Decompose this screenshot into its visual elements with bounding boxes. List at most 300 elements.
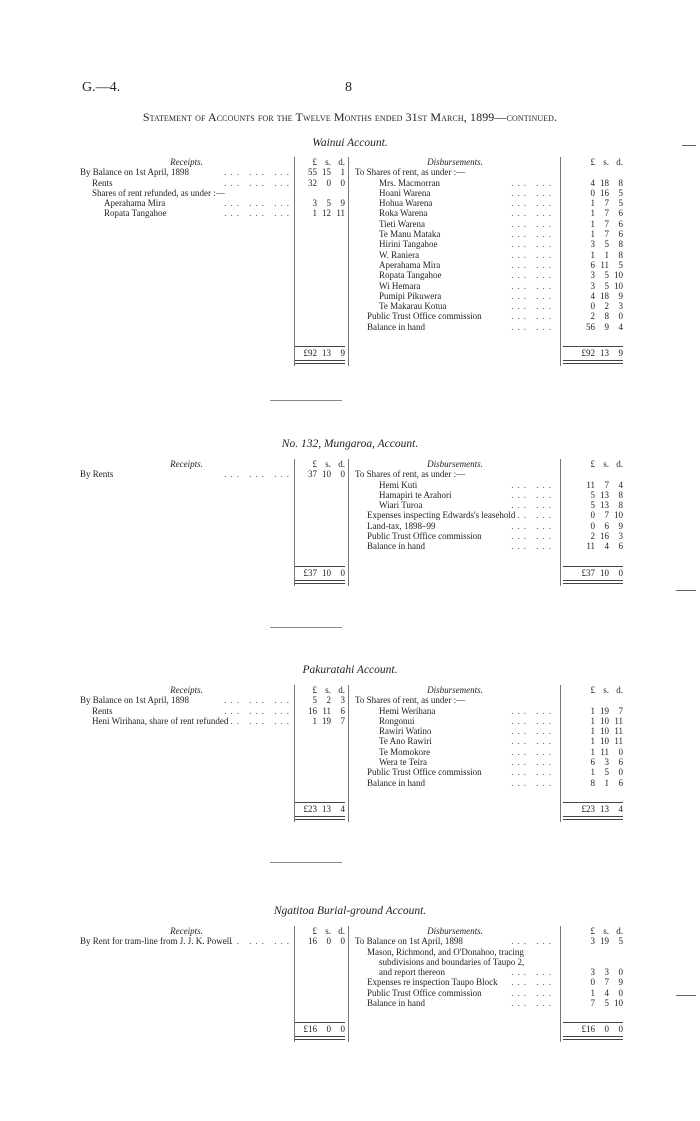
amount — [563, 167, 623, 177]
disbursement-line — [355, 281, 555, 291]
total-rule — [295, 802, 345, 803]
disbursement-label: W. Raniera — [379, 249, 420, 260]
amount-pence: 0 — [618, 767, 623, 778]
amount — [563, 188, 623, 198]
disbursement-line — [355, 988, 555, 998]
amount-shillings: 7 — [604, 208, 609, 219]
amount-pence: 0 — [340, 567, 345, 578]
amount-pounds: 1 — [590, 726, 595, 737]
leader-dots: ... ... — [511, 270, 555, 281]
amount-pounds: 7 — [590, 998, 595, 1009]
amount-pence: 3 — [340, 695, 345, 706]
disbursement-line — [355, 541, 555, 551]
receipts-amounts — [295, 157, 345, 359]
page-number: 8 — [345, 80, 352, 95]
leader-dots: ... ... ... — [224, 715, 293, 726]
amount-pounds: 16 — [308, 936, 317, 947]
receipts-heading: Receipts. — [170, 157, 203, 167]
receipt-label: Aperahama Mira — [104, 198, 166, 209]
disbursement-label: Mason, Richmond, and O'Donahoo, tracing — [367, 946, 524, 957]
amount-shillings: 5 — [604, 270, 609, 281]
receipt-label: Heni Wirihana, share of rent refunded — [92, 715, 229, 726]
disbursement-label: Expenses re inspection Taupo Block — [367, 977, 498, 988]
page-title-text: Statement of Accounts for the Twelve Months ended 31st March, 1899—continued. — [142, 110, 558, 124]
disbursements-heading: Disbursements. — [427, 685, 483, 695]
amount-pounds: £16 — [303, 1024, 317, 1035]
currency-units — [563, 459, 623, 469]
amount-pence: 0 — [618, 967, 623, 978]
unit-pence: d. — [616, 926, 623, 936]
receipt-label: By Rents — [80, 469, 114, 480]
disbursement-label: Rawiri Watino — [379, 726, 432, 737]
account-title: Pakuratahi Account. — [302, 664, 398, 676]
amount — [563, 778, 623, 788]
amount-shillings: 5 — [604, 998, 609, 1009]
receipts-amounts — [295, 926, 345, 1035]
leader-dots: ... ... — [511, 510, 555, 521]
amount-pounds: 2 — [590, 311, 595, 322]
amount-shillings: 0 — [326, 177, 331, 188]
disbursement-label: Mrs. Macmorran — [379, 177, 440, 188]
leader-dots: ... ... — [511, 239, 555, 250]
amount-pounds: 0 — [590, 187, 595, 198]
amount-pounds: 3 — [590, 270, 595, 281]
total-rule — [295, 566, 345, 567]
disbursement-label: Public Trust Office commission — [367, 311, 482, 322]
amount-pence: 7 — [618, 705, 623, 716]
column-rule — [560, 685, 561, 822]
amount-pounds: £23 — [303, 804, 317, 814]
amount-pence: 0 — [618, 1024, 623, 1035]
amount — [563, 947, 623, 957]
amount-pounds: 56 — [586, 321, 595, 332]
account-pakuratahi — [80, 685, 623, 822]
amount-pounds: 32 — [308, 177, 317, 188]
amount-pence: 4 — [618, 479, 623, 490]
disbursement-line — [355, 736, 555, 746]
amount — [563, 301, 623, 311]
amount-shillings: 5 — [604, 767, 609, 778]
amount-shillings: 5 — [604, 280, 609, 291]
leader-dots: ... ... — [511, 321, 555, 332]
unit-pounds: £ — [590, 926, 595, 936]
amount-pounds: 3 — [590, 967, 595, 978]
leader-dots: ... ... — [511, 736, 555, 747]
receipt-label: Shares of rent refunded, as under :— — [92, 187, 225, 198]
amount-pounds: 3 — [590, 280, 595, 291]
amount-pence: 7 — [340, 715, 345, 726]
disbursements-column — [355, 459, 555, 552]
unit-pence: d. — [338, 685, 345, 695]
disbursement-line — [355, 500, 555, 510]
disbursement-label: Balance in hand — [367, 998, 425, 1009]
leader-dots: ... ... — [511, 301, 555, 312]
amount-pence: 6 — [618, 777, 623, 788]
disbursement-line — [355, 521, 555, 531]
leader-dots: ... ... — [511, 777, 555, 788]
amount-pounds: 1 — [590, 715, 595, 726]
amount-pounds: 6 — [590, 757, 595, 768]
amount-shillings: 12 — [322, 208, 331, 219]
page-title — [0, 110, 700, 125]
leader-dots: ... ... ... — [224, 936, 293, 947]
leader-dots: ... ... — [511, 715, 555, 726]
disbursement-label: Expenses inspecting Edwards's leasehold — [367, 510, 516, 521]
unit-pounds: £ — [312, 459, 317, 469]
amount-shillings: 1 — [604, 777, 609, 788]
amount-shillings: 7 — [604, 510, 609, 521]
amount-pence: 0 — [618, 987, 623, 998]
disbursement-line — [355, 301, 555, 311]
disbursement-line — [355, 270, 555, 280]
disbursement-line — [355, 188, 555, 198]
disbursement-label: Wi Hemara — [379, 280, 421, 291]
unit-shillings: s. — [325, 157, 331, 167]
column-rule — [348, 157, 349, 366]
total-rule — [563, 1022, 623, 1023]
amount-shillings: 7 — [604, 229, 609, 240]
amount — [295, 178, 345, 188]
disbursements-column — [355, 157, 555, 332]
receipts-column — [80, 459, 293, 480]
amount-pounds: 8 — [590, 777, 595, 788]
disbursement-label: Wera te Teira — [379, 757, 427, 768]
section-divider — [270, 400, 342, 401]
unit-pounds: £ — [590, 157, 595, 167]
receipts-heading: Receipts. — [170, 685, 203, 695]
amount-shillings: 9 — [604, 321, 609, 332]
column-rule — [294, 459, 295, 586]
disbursement-line — [355, 767, 555, 777]
disbursement-label: Te Ano Rawiri — [379, 736, 432, 747]
leader-dots: ... ... — [511, 249, 555, 260]
disbursement-label: To Shares of rent, as under :— — [355, 167, 466, 178]
amount-pence: 5 — [618, 198, 623, 209]
amount — [563, 208, 623, 218]
unit-pence: d. — [338, 157, 345, 167]
total-double-rule — [563, 816, 623, 820]
amount — [563, 716, 623, 726]
amount-pence: 11 — [614, 726, 623, 737]
account-mungaroa — [80, 459, 623, 586]
amount-pence: 6 — [618, 229, 623, 240]
amount-pounds: 55 — [308, 167, 317, 178]
amount — [563, 757, 623, 767]
leader-dots: ... ... ... — [224, 208, 293, 219]
leader-dots: ... ... — [511, 998, 555, 1009]
currency-units — [295, 926, 345, 936]
amount-shillings: 10 — [600, 715, 609, 726]
disbursement-label: Hamapiri te Arahori — [379, 489, 452, 500]
currency-units — [563, 157, 623, 167]
amount-shillings: 10 — [600, 736, 609, 747]
amount-pounds: 1 — [312, 208, 317, 219]
amount — [563, 281, 623, 291]
amount-shillings: 16 — [600, 531, 609, 542]
disbursement-line — [355, 947, 555, 957]
leader-dots: ... ... — [511, 198, 555, 209]
leader-dots: ... ... — [511, 229, 555, 240]
disbursement-line — [355, 178, 555, 188]
amount — [295, 188, 345, 198]
amount-pounds: 1 — [590, 218, 595, 229]
disbursement-label: Hirini Tangahoe — [379, 239, 438, 250]
unit-pounds: £ — [590, 685, 595, 695]
amount-shillings: 5 — [604, 239, 609, 250]
amount — [563, 291, 623, 301]
amount-pounds: 6 — [590, 259, 595, 270]
amount-pounds: 2 — [590, 531, 595, 542]
unit-pence: d. — [616, 459, 623, 469]
disbursement-line — [355, 936, 555, 946]
unit-pounds: £ — [312, 926, 317, 936]
leader-dots: ... ... — [511, 208, 555, 219]
total-double-rule — [295, 580, 345, 584]
disbursement-label: Te Makarau Kotua — [379, 301, 447, 312]
receipt-label: By Rent for tram-line from J. J. K. Powell — [80, 936, 232, 947]
disbursement-label: Public Trust Office commission — [367, 987, 482, 998]
disbursement-line — [355, 998, 555, 1008]
column-rule — [560, 157, 561, 366]
amount-pence: 4 — [618, 804, 623, 814]
amount-pounds: 0 — [590, 520, 595, 531]
amount-pounds: 1 — [590, 705, 595, 716]
column-rule — [294, 685, 295, 822]
total-double-rule — [295, 360, 345, 364]
amount-pence: 0 — [340, 469, 345, 480]
total-double-rule — [563, 580, 623, 584]
amount-pence: 4 — [618, 321, 623, 332]
amount-pounds: £37 — [581, 567, 595, 578]
amount-shillings: 0 — [326, 936, 331, 947]
amount-shillings: 3 — [604, 967, 609, 978]
disbursement-line — [355, 322, 555, 332]
receipt-line — [80, 208, 293, 218]
amount-shillings: 13 — [600, 500, 609, 511]
amount-pounds: 1 — [590, 229, 595, 240]
amount-shillings: 13 — [322, 348, 331, 359]
amount-pence: 6 — [618, 541, 623, 552]
amount-pounds: 1 — [312, 715, 317, 726]
total-double-rule — [295, 1036, 345, 1040]
disbursement-label: Public Trust Office commission — [367, 531, 482, 542]
receipt-line — [80, 167, 293, 177]
amount-pence: 6 — [618, 218, 623, 229]
disbursement-label: To Shares of rent, as under :— — [355, 469, 466, 480]
receipts-amounts — [295, 459, 345, 578]
receipt-line — [80, 188, 293, 198]
leader-dots: ... ... — [511, 218, 555, 229]
leader-dots: ... ... — [511, 726, 555, 737]
disbursement-label: Hemi Werihana — [379, 705, 436, 716]
receipts-column — [80, 685, 293, 726]
amount-pence: 8 — [618, 500, 623, 511]
disbursement-label: Public Trust Office commission — [367, 767, 482, 778]
disbursement-label: Ropata Tangahoe — [379, 270, 442, 281]
amount-pence: 8 — [618, 249, 623, 260]
amount-pence: 0 — [340, 1024, 345, 1035]
column-rule — [294, 157, 295, 366]
amount — [563, 198, 623, 208]
receipts-total — [295, 1024, 345, 1034]
disbursement-line — [355, 198, 555, 208]
total-rule — [295, 1022, 345, 1023]
amount-pounds: 1 — [590, 746, 595, 757]
leader-dots: ... ... — [511, 187, 555, 198]
amount — [295, 208, 345, 218]
leader-dots: ... ... ... — [224, 198, 293, 209]
amount — [563, 510, 623, 520]
amount-pence: 3 — [618, 531, 623, 542]
column-rule — [348, 926, 349, 1042]
amount-shillings: 13 — [600, 489, 609, 500]
account-title: No. 132, Mungaroa, Account. — [281, 438, 419, 450]
amount — [563, 988, 623, 998]
disbursement-line — [355, 469, 555, 479]
leader-dots: ... ... — [511, 479, 555, 490]
unit-shillings: s. — [325, 685, 331, 695]
disbursements-amounts — [563, 459, 623, 578]
leader-dots: ... ... — [511, 500, 555, 511]
disbursement-label: subdivisions and boundaries of Taupo 2, — [379, 956, 525, 967]
amount-pounds: 5 — [312, 695, 317, 706]
unit-pounds: £ — [312, 157, 317, 167]
receipts-heading: Receipts. — [170, 926, 203, 936]
amount-pounds: 1 — [590, 198, 595, 209]
disbursements-heading: Disbursements. — [427, 926, 483, 936]
disbursement-line — [355, 219, 555, 229]
disbursement-label: Wiari Turoa — [379, 500, 423, 511]
amount-shillings: 18 — [600, 177, 609, 188]
amount-shillings: 3 — [604, 757, 609, 768]
amount-pence: 5 — [618, 259, 623, 270]
currency-units — [295, 157, 345, 167]
receipts-total — [295, 804, 345, 814]
amount — [563, 500, 623, 510]
disbursement-line — [355, 239, 555, 249]
disbursement-line — [355, 957, 555, 967]
amount-pounds: 5 — [590, 489, 595, 500]
amount-pence: 8 — [618, 489, 623, 500]
disbursements-column — [355, 685, 555, 788]
amount-pence: 0 — [618, 567, 623, 578]
amount — [295, 716, 345, 726]
amount-pence: 5 — [618, 936, 623, 947]
amount-pence: 9 — [618, 977, 623, 988]
amount-pence: 0 — [340, 177, 345, 188]
total-rule — [563, 346, 623, 347]
leader-dots: ... ... — [511, 746, 555, 757]
amount-pounds: 37 — [308, 469, 317, 480]
total-double-rule — [295, 816, 345, 820]
margin-mark — [676, 590, 696, 591]
column-rule — [560, 459, 561, 586]
amount-pounds: 3 — [590, 239, 595, 250]
disbursement-label: Balance in hand — [367, 321, 425, 332]
amount — [563, 726, 623, 736]
amount — [563, 322, 623, 332]
amount — [563, 480, 623, 490]
disbursement-line — [355, 977, 555, 987]
disbursement-line — [355, 260, 555, 270]
amount — [295, 167, 345, 177]
total-rule — [563, 566, 623, 567]
disbursements-amounts — [563, 157, 623, 359]
disbursement-line — [355, 967, 555, 977]
currency-units — [295, 459, 345, 469]
amount-pounds: 0 — [590, 977, 595, 988]
disbursement-line — [355, 229, 555, 239]
disbursement-line — [355, 250, 555, 260]
receipt-label: By Balance on 1st April, 1898 — [80, 167, 189, 178]
disbursement-label: and report thereon — [379, 967, 445, 978]
amount-shillings: 10 — [600, 567, 609, 578]
amount — [563, 736, 623, 746]
receipts-column — [80, 926, 293, 947]
amount-shillings: 6 — [604, 520, 609, 531]
amount — [563, 695, 623, 705]
amount-shillings: 5 — [326, 198, 331, 209]
amount-shillings: 7 — [604, 198, 609, 209]
amount-shillings: 7 — [604, 479, 609, 490]
amount-pence: 9 — [340, 198, 345, 209]
amount-pence: 1 — [340, 167, 345, 178]
amount-pence: 9 — [618, 348, 623, 359]
total-double-rule — [563, 1036, 623, 1040]
disbursements-total — [573, 568, 623, 578]
amount — [563, 490, 623, 500]
disbursements-column — [355, 926, 555, 1008]
disbursement-label: Pumipi Pikuwera — [379, 290, 442, 301]
disbursement-label: Tieti Warena — [379, 218, 426, 229]
receipt-line — [80, 198, 293, 208]
amount-pence: 10 — [614, 280, 623, 291]
amount-pounds: 16 — [308, 705, 317, 716]
receipt-line — [80, 706, 293, 716]
amount-shillings: 8 — [604, 311, 609, 322]
receipt-label: Ropata Tangahoe — [104, 208, 167, 219]
amount-pence: 10 — [614, 998, 623, 1009]
currency-units — [563, 926, 623, 936]
amount-shillings: 0 — [604, 1024, 609, 1035]
leader-dots: ... ... — [511, 177, 555, 188]
disbursement-line — [355, 695, 555, 705]
amount-pounds: £92 — [581, 348, 595, 359]
amount-shillings: 7 — [604, 977, 609, 988]
amount-shillings: 11 — [600, 746, 609, 757]
amount-shillings: 13 — [600, 348, 609, 359]
amount-pence: 3 — [618, 301, 623, 312]
amount — [295, 198, 345, 208]
disbursement-label: To Balance on 1st April, 1898 — [355, 936, 463, 947]
disbursement-line — [355, 291, 555, 301]
amount-pounds: 3 — [312, 198, 317, 209]
amount-shillings: 11 — [600, 259, 609, 270]
amount — [563, 178, 623, 188]
amount-shillings: 11 — [322, 705, 331, 716]
receipt-line — [80, 178, 293, 188]
amount-shillings: 4 — [604, 541, 609, 552]
amount-pence: 0 — [340, 936, 345, 947]
amount — [295, 469, 345, 479]
amount-pence: 9 — [618, 290, 623, 301]
receipts-heading: Receipts. — [170, 459, 203, 469]
amount — [563, 250, 623, 260]
amount-pounds: 1 — [590, 987, 595, 998]
amount — [563, 967, 623, 977]
amount-shillings: 15 — [322, 167, 331, 178]
amount-shillings: 2 — [326, 695, 331, 706]
